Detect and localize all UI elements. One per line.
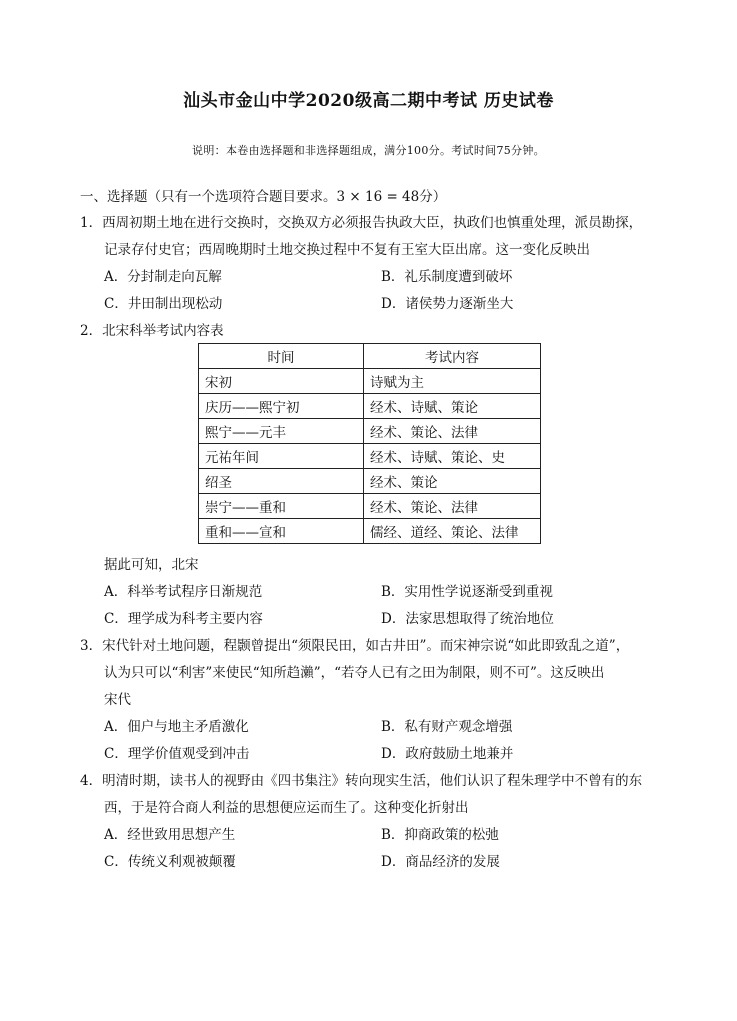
q4-option-c: C．传统义利观被颠覆 [104,854,236,870]
page-title: 汕头市金山中学2020级高二期中考试 历史试卷 [183,91,554,111]
table-cell-content: 经术、诗赋、策论、史 [364,444,541,469]
exam-content-table [198,343,541,544]
table-cell-content: 经术、策论、法律 [364,494,541,519]
table-cell-time: 熙宁——元丰 [199,419,364,444]
table-row [199,419,541,444]
table-row [199,444,541,469]
q3-option-d: D．政府鼓励土地兼并 [381,746,514,762]
q2-stem-after: 据此可知，北宋 [104,557,199,573]
q1-stem-line1: 1．西周初期土地在进行交换时，交换双方必须报告执政大臣，执政们也慎重处理，派员勘探， [80,215,643,231]
table-row [199,519,541,544]
q4-stem-line2: 西，于是符合商人利益的思想便应运而生了。这种变化折射出 [104,800,469,816]
table-header-row [199,344,541,369]
q4-option-a: A．经世致用思想产生 [104,827,236,843]
q2-option-c: C．理学成为科考主要内容 [104,611,263,627]
table-cell-content: 经术、策论 [364,469,541,494]
table-cell-time: 宋初 [199,369,364,394]
table-row [199,394,541,419]
table-cell-content: 经术、诗赋、策论 [364,394,541,419]
table-cell-content: 儒经、道经、策论、法律 [364,519,541,544]
q1-option-c: C．井田制出现松动 [104,296,223,312]
q2-option-a: A．科举考试程序日渐规范 [104,584,263,600]
q2-stem: 2．北宋科举考试内容表 [80,323,224,339]
q4-option-b: B．抑商政策的松弛 [381,827,499,843]
q1-option-b: B．礼乐制度遭到破坏 [381,269,513,285]
table-cell-time: 绍圣 [199,469,364,494]
table-cell-content: 经术、策论、法律 [364,419,541,444]
q1-option-d: D．诸侯势力逐渐坐大 [381,296,514,312]
table-row [199,369,541,394]
q3-option-b: B．私有财产观念增强 [381,719,513,735]
table-cell-time: 元祐年间 [199,444,364,469]
table-cell-time: 崇宁——重和 [199,494,364,519]
table-row [199,469,541,494]
table-cell-content: 诗赋为主 [364,369,541,394]
exam-instructions: 说明：本卷由选择题和非选择题组成，满分100分。考试时间75分钟。 [192,144,545,157]
q4-option-d: D．商品经济的发展 [381,854,500,870]
table-header-content: 考试内容 [364,344,541,369]
section-heading: 一、选择题（只有一个选项符合题目要求。3 × 16 = 48分） [80,189,447,205]
table-row [199,494,541,519]
table-header-time: 时间 [199,344,364,369]
q1-option-a: A．分封制走向瓦解 [104,269,222,285]
q2-option-b: B．实用性学说逐渐受到重视 [381,584,553,600]
q2-option-d: D．法家思想取得了统治地位 [381,611,554,627]
q3-stem-line2: 认为只可以“利害”来使民“知所趋瀨”，“若夺人已有之田为制限，则不可”。这反映出 [104,665,605,681]
q3-option-c: C．理学价值观受到冲击 [104,746,250,762]
table-cell-time: 重和——宣和 [199,519,364,544]
q4-stem-line1: 4．明清时期，读书人的视野由《四书集注》转向现实生活，他们认识了程朱理学中不曾有的东 [80,773,643,789]
q3-option-a: A．佃户与地主矛盾激化 [104,719,249,735]
q3-stem-line3: 宋代 [104,692,131,708]
q1-stem-line2: 记录存付史官；西周晚期时土地交换过程中不复有王室大臣出席。这一变化反映出 [104,242,590,258]
table-cell-time: 庆历——熙宁初 [199,394,364,419]
q3-stem-line1: 3．宋代针对土地问题，程颢曾提出“须限民田，如古井田”。而宋神宗说“如此即致乱之道”， [80,638,630,654]
